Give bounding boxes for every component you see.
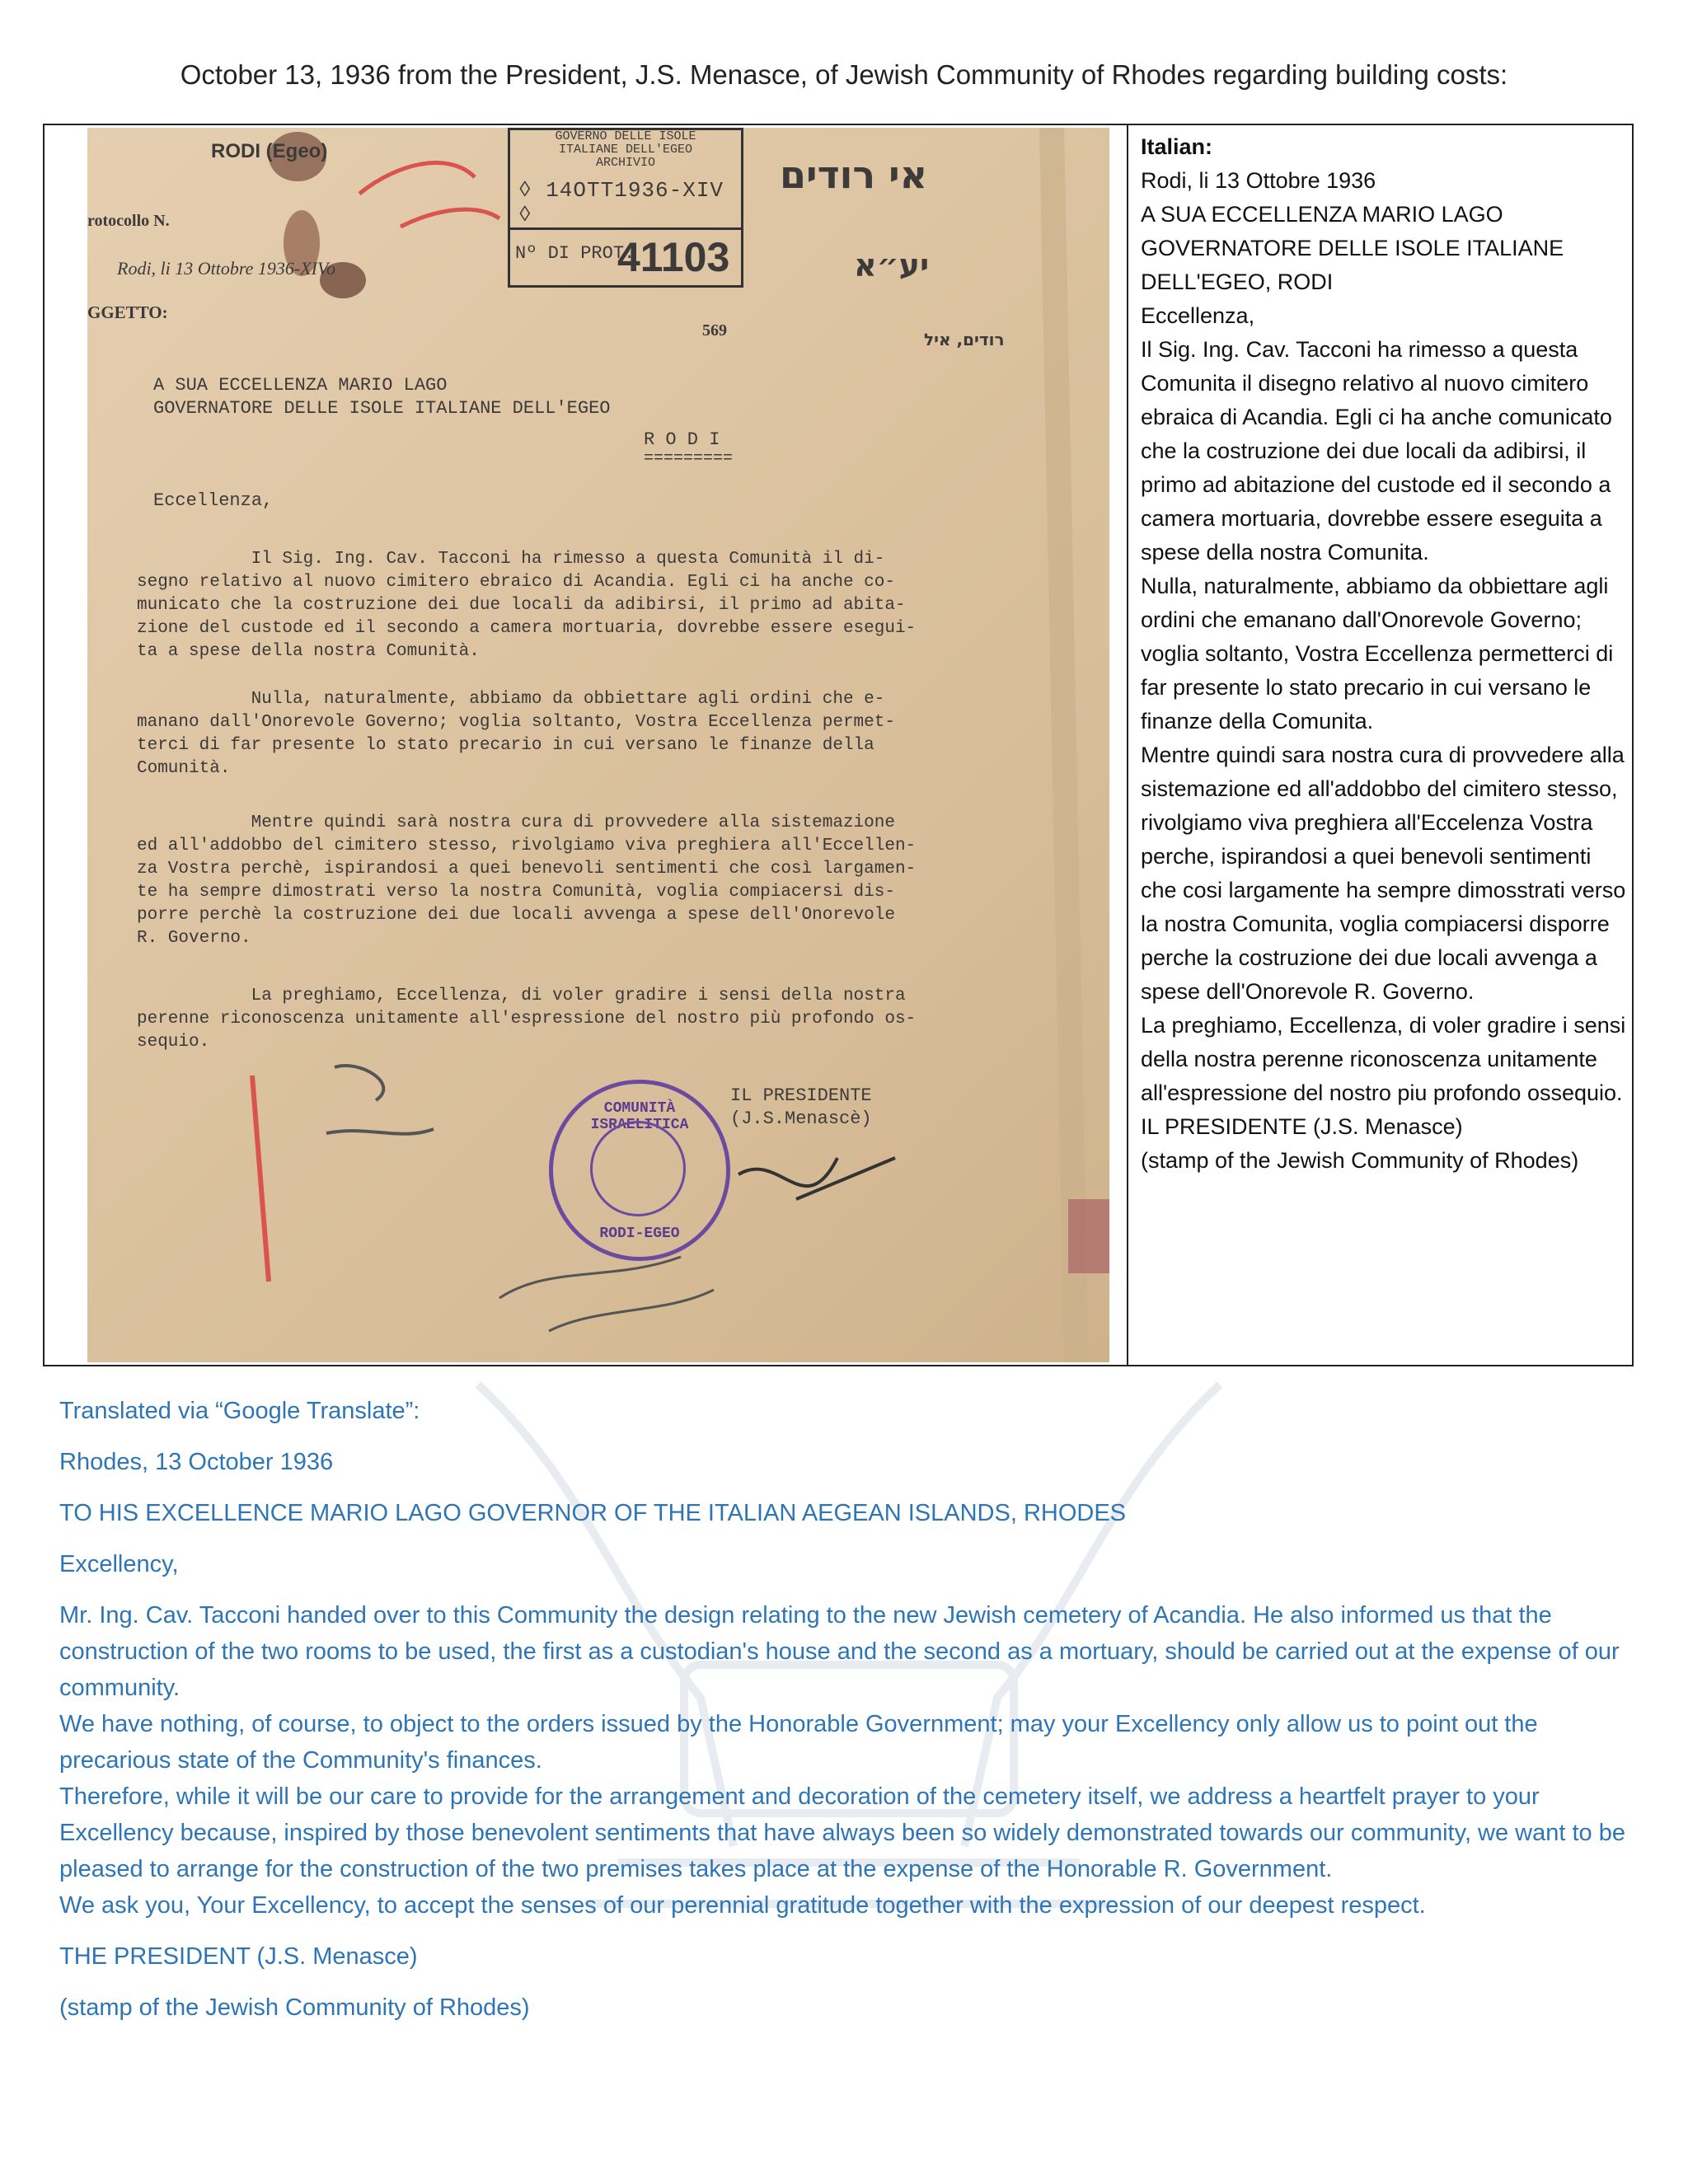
signature-title: IL PRESIDENTE xyxy=(730,1085,872,1106)
italian-line: Rodi, li 13 Ottobre 1936 xyxy=(1141,168,1376,193)
document-table xyxy=(43,124,1634,1366)
letterhead-protocol: rotocollo N. xyxy=(87,212,170,230)
translation-stamp-note: (stamp of the Jewish Community of Rhodes) xyxy=(59,1994,530,2021)
letterhead-city: RODI (Egeo) xyxy=(211,140,328,162)
letter-address-rule: ========= xyxy=(644,449,734,468)
letter-paragraph-3: Mentre quindi sarà nostra cura di provvedere alla sistemazione ed all'addobbo del cimitero stesso, rivolgiamo viva preghiera all'Eccellen- za Vostra perchè, ispirandosi a quei benevoli sentimenti che così largamen- te ha sempre dimostrati verso la nostra Comunità, voglia compiacersi dis- porre perchè la costruzione dei due locali avvenga a spese dell'Onorevole R. Governo. xyxy=(137,813,917,948)
translation-paragraph-3: Therefore, while it will be our care to provide for the arrangement and decoration of the cemetery itself, we address a heartfelt prayer to your Excellency because, inspired by those benevolent sentiments that have always been so widely demonstrated towards our community, we want to be pleased to arrange for the construction of the two premises takes place at the expense of the Honorable R. Government. xyxy=(59,1783,1625,1882)
italian-line: Eccellenza, xyxy=(1141,303,1255,328)
letter-address-2: GOVERNATORE DELLE ISOLE ITALIANE DELL'EGEO xyxy=(153,398,611,419)
translation-paragraph-4: We ask you, Your Excellency, to accept the senses of our perennial gratitude together with the expression of our deepest respect. xyxy=(59,1892,1426,1919)
page-title: October 13, 1936 from the President, J.S. Menasce, of Jewish Community of Rhodes regarding building costs: xyxy=(180,59,1508,90)
translation-address: TO HIS EXCELLENCE MARIO LAGO GOVERNOR OF THE ITALIAN AEGEAN ISLANDS, RHODES xyxy=(59,1500,1127,1526)
letter-paragraph-2: Nulla, naturalmente, abbiamo da obbiettare agli ordini che e- manano dall'Onorevole Governo; voglia soltanto, Vostra Eccellenza permet- terci di far presente lo stato precario in cui versano le finanze della Comunità. xyxy=(137,690,895,778)
protocol-label: Nº DI PROT. xyxy=(515,243,635,264)
scan-cell xyxy=(45,125,1128,1365)
hebrew-year: יע״א xyxy=(854,247,930,284)
italian-line: Nulla, naturalmente, abbiamo da obbiettare agli ordini che emanano dall'Onorevole Governo; voglia soltanto, Vostra Eccellenza permetterci di far presente lo stato precario in cui versano le finanze della Comunita. xyxy=(1141,574,1614,733)
italian-line: IL PRESIDENTE (J.S. Menasce) xyxy=(1141,1114,1463,1139)
community-seal-inner xyxy=(590,1121,686,1216)
italian-line: (stamp of the Jewish Community of Rhodes) xyxy=(1141,1148,1579,1173)
translation-paragraph-1: Mr. Ing. Cav. Tacconi handed over to this Community the design relating to the new Jewish cemetery of Acandia. He also informed us that the construction of the two rooms to be used, the first as a custodian's house and the second as a mortuary, should be carried out at the expense of our community. xyxy=(59,1602,1620,1701)
english-translation xyxy=(59,1393,1625,2026)
letter-address-1: A SUA ECCELLENZA MARIO LAGO xyxy=(153,375,448,396)
hebrew-date-line: רודים, איל xyxy=(924,330,1005,349)
italian-heading: Italian: xyxy=(1141,134,1213,159)
italian-line: Il Sig. Ing. Cav. Tacconi ha rimesso a questa Comunita il disegno relativo al nuovo cimitero ebraica di Acandia. Egli ci ha anche comunicato che la costruzione dei due locali da adibirsi, il primo ad abitazione del custode ed il secondo a camera mortuaria, dovrebbe essere eseguita a spese della nostra Comunita. xyxy=(1141,337,1612,565)
archive-stamp xyxy=(508,128,743,288)
hebrew-heading: אי רודים xyxy=(780,152,928,197)
letterhead-date: Rodi, li 13 Ottobre 1936-XIVo xyxy=(117,258,335,279)
italian-line: A SUA ECCELLENZA MARIO LAGO GOVERNATORE DELLE ISOLE ITALIANE DELL'EGEO, RODI xyxy=(1141,202,1564,294)
italian-transcription xyxy=(1141,125,1627,1178)
letter-address-3: R O D I xyxy=(644,429,720,450)
italian-line: Mentre quindi sara nostra cura di provvedere alla sistemazione ed all'addobbo del cimitero stesso, rivolgiamo viva preghiera all'Eccelenza Vostra perche, ispirandosi a quei benevoli sentimenti che cosi largamente ha sempre dimosstrati verso la nostra Comunita, voglia compiacersi disporre perche la costruzione dei due locali avvenga a spese dell'Onorevole R. Governo. xyxy=(1141,743,1626,1004)
translation-paragraph-2: We have nothing, of course, to object to the orders issued by the Honorable Government; may your Excellency only allow us to point out the precarious state of the Community's finances. xyxy=(59,1711,1538,1774)
archive-stamp-header: GOVERNO DELLE ISOLE ITALIANE DELL'EGEO ARCHIVIO xyxy=(555,129,696,170)
community-seal-bottom: RODI-EGEO xyxy=(599,1226,680,1242)
archive-stamp-date: ◊ 14OTT1936-XIV ◊ xyxy=(518,178,724,227)
scanned-letter xyxy=(87,128,1109,1362)
community-seal-top: COMUNITÀ ISRAELITICA xyxy=(590,1100,689,1133)
italian-line: La preghiamo, Eccellenza, di voler gradire i sensi della nostra perenne riconoscenza unitamente all'espressione del nostro piu profondo ossequio. xyxy=(1141,1013,1626,1105)
translation-salutation: Excellency, xyxy=(59,1551,179,1577)
letterhead-subject: GGETTO: xyxy=(87,302,168,322)
translation-date: Rhodes, 13 October 1936 xyxy=(59,1449,334,1475)
letter-salutation: Eccellenza, xyxy=(153,490,274,511)
letter-paragraph-4: La preghiamo, Eccellenza, di voler gradire i sensi della nostra perenne riconoscenza unitamente all'espressione del nostro più profondo os- sequio. xyxy=(137,987,917,1052)
signature-name: (J.S.Menascè) xyxy=(730,1108,872,1129)
protocol-number: 41103 xyxy=(617,234,730,280)
community-seal xyxy=(549,1080,730,1261)
translation-signature: THE PRESIDENT (J.S. Menasce) xyxy=(59,1943,418,1970)
translation-heading: Translated via “Google Translate”: xyxy=(59,1398,420,1424)
letter-number: 569 xyxy=(702,321,727,340)
protocol-number-box xyxy=(510,227,741,286)
letter-paragraph-1: Il Sig. Ing. Cav. Tacconi ha rimesso a questa Comunità il di- segno relativo al nuovo cimitero ebraico di Acandia. Egli ci ha anche co- municato che la costruzione dei due locali da adibirsi, il primo ad abita- zione del custode ed il secondo a camera mortuaria, dovrebbe essere esegui- ta a spese della nostra Comunità. xyxy=(137,550,917,661)
